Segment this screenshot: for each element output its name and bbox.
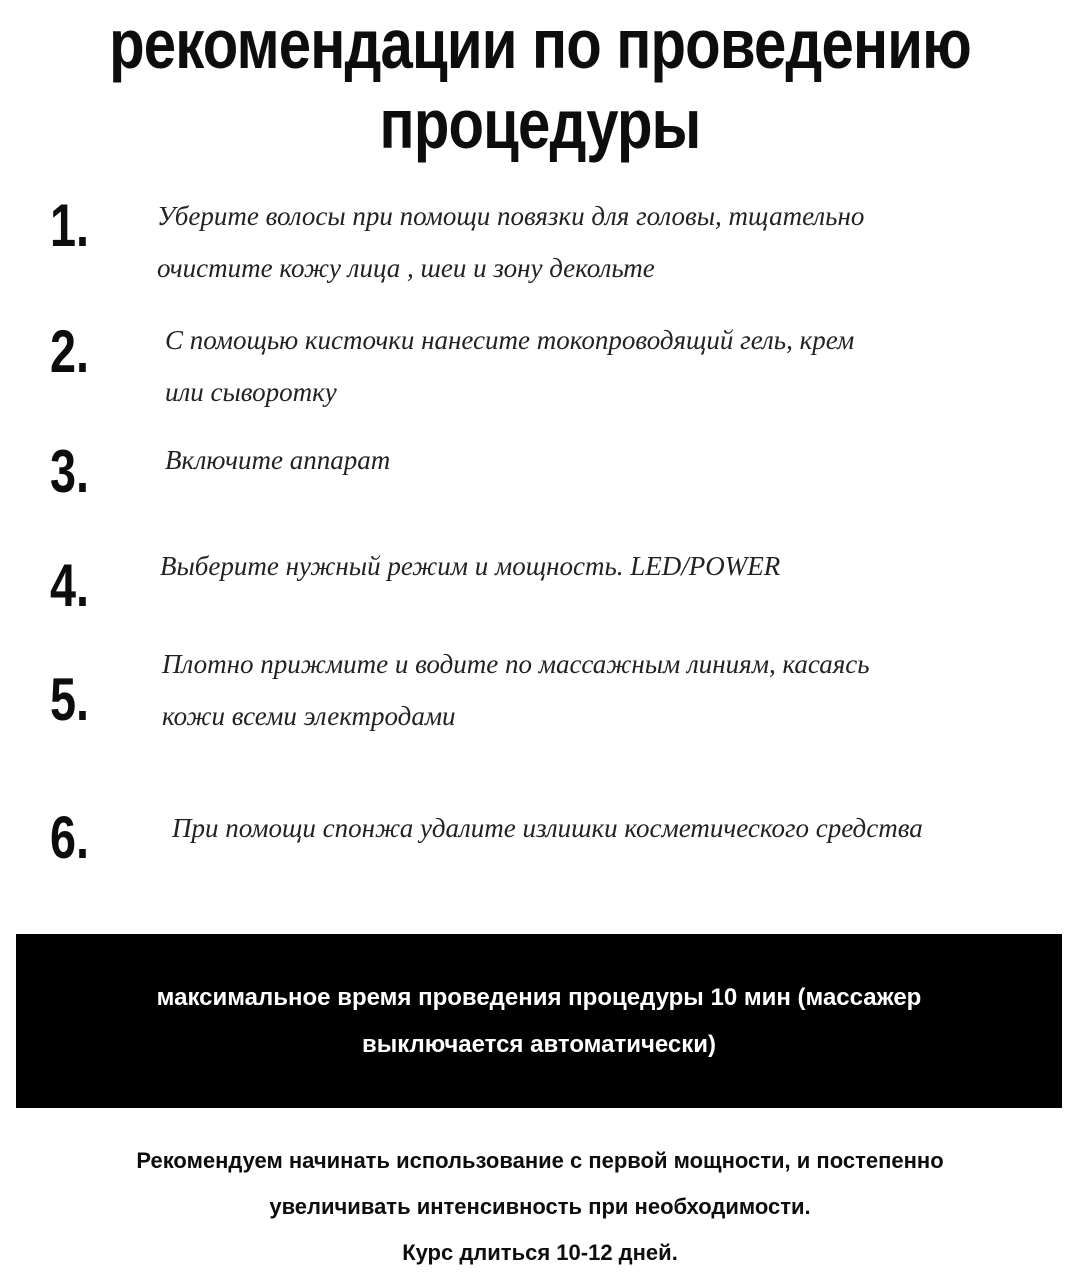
page-title — [92, 4, 988, 164]
footer-line-3: Курс длиться 10-12 дней. — [402, 1240, 678, 1265]
step-number: 1. — [50, 192, 90, 259]
step-text-line-1: С помощью кисточки нанесите токопроводящий гель, крем — [165, 325, 855, 355]
step-number: 5. — [50, 666, 90, 733]
step-number: 6. — [50, 804, 90, 871]
footer-line-1: Рекомендуем начинать использование с первой мощности, и постепенно — [136, 1148, 944, 1173]
banner-text — [16, 974, 1062, 1068]
step-number: 2. — [50, 318, 90, 385]
step-text-line-1: Выберите нужный режим и мощность. LED/POWER — [160, 551, 781, 581]
step-number: 3. — [50, 438, 90, 505]
step-number: 4. — [50, 552, 90, 619]
page-title-line-2: процедуры — [379, 85, 701, 163]
step-text-line-2: кожи всеми электродами — [162, 701, 456, 731]
step-text-line-2: или сыворотку — [165, 377, 337, 407]
step-text-line-1: Плотно прижмите и водите по массажным линиям, касаясь — [162, 649, 870, 679]
banner-line-1: максимальное время проведения процедуры 10 мин (массажер — [156, 984, 922, 1011]
step-text-line-1: Включите аппарат — [165, 445, 391, 475]
step-text-line-1: Уберите волосы при помощи повязки для головы, тщательно — [157, 201, 865, 231]
recommendation-note — [0, 1138, 1080, 1276]
footer-line-2: увеличивать интенсивность при необходимости. — [269, 1194, 811, 1219]
banner-line-2: выключается автоматически) — [361, 1031, 717, 1058]
step-text-line-1: При помощи спонжа удалите излишки косметического средства — [172, 813, 923, 843]
page-title-line-1: рекомендации по проведению — [109, 5, 971, 83]
max-time-banner — [16, 934, 1062, 1108]
step-text-line-2: очистите кожу лица , шеи и зону декольте — [157, 253, 655, 283]
